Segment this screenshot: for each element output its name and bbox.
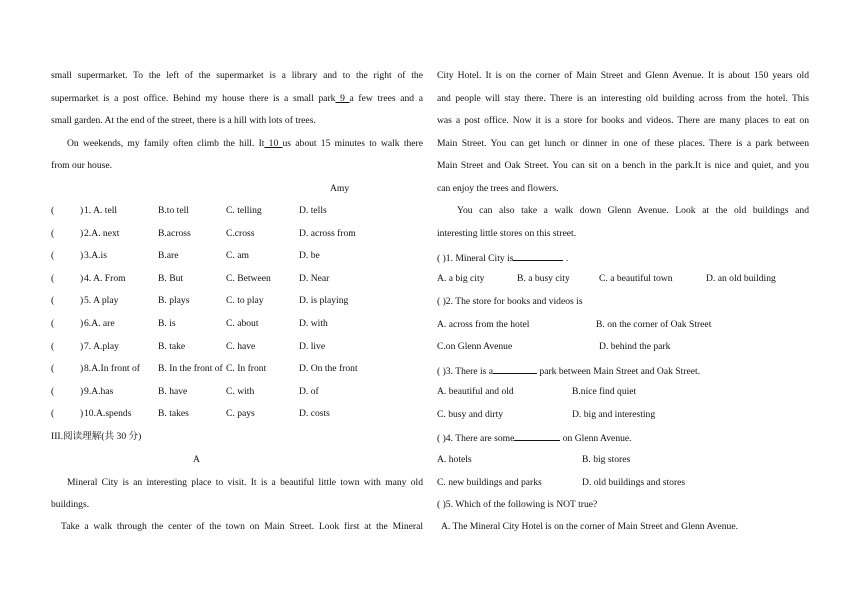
text-line: Main Street. You can get lunch or dinner in one of these places. There is a park between [437,138,809,149]
option-c: C. telling [226,205,262,216]
option-a: A. a big city [437,273,485,284]
text-line: Mineral City is an interesting place to visit. It is a beautiful little town with many old [67,477,423,488]
option-a: A. beautiful and old [437,386,514,397]
option-row [437,454,809,466]
text-line: interesting little stores on this street. [437,228,577,239]
text-line: small garden. At the end of the street, there is a hill with lots of trees. [51,115,316,126]
text-line: City Hotel. It is on the corner of Main Street and Glenn Avenue. It is about 150 years old [437,70,809,81]
question-stem: ( )2. The store for books and videos is [437,296,583,307]
option-b: B. is [158,318,176,329]
answer-paren-open: ( [51,250,55,262]
option-a: 3.A.is [84,250,107,262]
answer-paren-open: ( [51,408,55,420]
option-a: A. across from the hotel [437,319,530,330]
option-c: C. a beautiful town [599,273,673,284]
answer-paren-close: ) [80,408,84,420]
option-d: D. is playing [299,295,349,307]
option-b: B. a busy city [517,273,570,284]
question-row [51,363,423,375]
signature: Amy [330,183,350,194]
question-row [51,318,423,330]
text-line: Take a walk through the center of the town on Main Street. Look first at the Mineral [61,521,423,532]
option-d: D. tells [299,205,327,216]
question-row [51,205,423,217]
question-stem: ( )3. There is a park between Main Street and Oak Street. [437,366,701,377]
answer-paren-close: ) [80,295,84,307]
option-a: 6.A. are [84,318,115,329]
question-row [51,341,423,353]
option-c: C. busy and dirty [437,409,504,420]
option-b: B.are [158,250,179,262]
option-c: C. about [226,318,259,329]
option-a: 5. A play [84,295,119,307]
option-d: D. On the front [299,363,358,375]
answer-paren-open: ( [51,363,55,375]
text-line: from our house. [51,160,113,171]
option-row [437,341,809,353]
question-row [51,250,423,262]
option-row [437,273,809,285]
option-d: D. old buildings and stores [582,477,686,488]
option-row [437,319,809,331]
option-b: B.across [158,227,191,239]
option-c: C. Between [226,272,271,284]
answer-blank [513,251,563,261]
option-d: D. costs [299,408,330,420]
answer-paren-close: ) [80,272,84,284]
option-c: C. pays [226,408,255,420]
option-c: C. have [226,340,256,352]
option-a: A. The Mineral City Hotel is on the corner of Main Street and Glenn Avenue. [441,521,738,532]
text-line: can enjoy the trees and flowers. [437,183,559,194]
answer-blank [514,431,560,441]
option-b: B. take [158,340,186,352]
option-d: D. big and interesting [572,409,656,420]
option-a: 9.A.has [84,385,114,397]
option-d: D. across from [299,227,356,239]
text-line: buildings. [51,499,90,510]
option-d: D. of [299,385,319,397]
option-c: C.on Glenn Avenue [437,341,513,352]
option-b: B.to tell [158,205,189,216]
answer-paren-close: ) [80,385,84,397]
option-b: B. takes [158,408,189,420]
question-row [51,295,423,307]
question-stem: ( )1. Mineral City is . [437,253,569,264]
option-a: 4. A. From [84,272,126,284]
passage-label: A [193,454,200,465]
option-d: D. behind the park [599,341,671,352]
answer-paren-close: ) [80,340,84,352]
answer-paren-open: ( [51,385,55,397]
option-d: D. live [299,340,326,352]
question-row [51,228,423,240]
option-row [437,386,809,398]
question-stem: ( )4. There are some on Glenn Avenue. [437,433,632,444]
question-row [51,273,423,285]
option-a: A. hotels [437,454,472,465]
text-line: small supermarket. To the left of the supermarket is a library and to the right of the [51,70,423,81]
option-c: C. In front [226,363,267,375]
option-b: B. big stores [582,454,631,465]
answer-blank [493,364,537,374]
answer-paren-open: ( [51,340,55,352]
blank-10: 10 [264,138,283,149]
question-row [51,386,423,398]
option-row [437,477,809,489]
option-a: 8.A.In front of [84,363,140,375]
option-c: C. am [226,250,249,262]
text-line: supermarket is a post office. Behind my house there is a small park 9 a few trees and a [51,93,423,104]
option-b: B. But [158,272,184,284]
question-row [51,408,423,420]
text-line: On weekends, my family often climb the hill. It 10 us about 15 minutes to walk there [67,138,423,149]
answer-paren-open: ( [51,227,55,239]
answer-paren-open: ( [51,318,55,329]
option-b: B. have [158,385,188,397]
text-line: and people will stay there. There is an interesting old building across from the hotel. This [437,93,809,104]
text-line: Main Street and Oak Street. You can sit on a bench in the park.It is nice and quiet, and you [437,160,809,171]
blank-9: 9 [335,93,350,104]
answer-paren-close: ) [80,318,84,329]
answer-paren-open: ( [51,272,55,284]
answer-paren-open: ( [51,205,55,216]
option-a: 2.A. next [84,227,120,239]
option-c: C. new buildings and parks [437,477,542,488]
option-a: 1. A. tell [84,205,118,216]
question-stem: ( )5. Which of the following is NOT true? [437,499,598,510]
option-d: D. with [299,318,328,329]
option-b: B. plays [158,295,190,307]
answer-paren-close: ) [80,227,84,239]
option-b: B. In the front of [158,363,223,375]
option-d: D. Near [299,272,330,284]
option-c: C. to play [226,295,264,307]
option-row [437,409,809,421]
option-d: D. an old building [706,273,776,284]
section-heading: III.阅读理解(共 30 分) [51,431,142,442]
answer-paren-close: ) [80,205,84,216]
option-b: B. on the corner of Oak Street [596,319,712,330]
answer-paren-close: ) [80,250,84,262]
answer-paren-close: ) [80,363,84,375]
option-a: 7. A.play [84,340,119,352]
option-c: C. with [226,385,255,397]
option-d: D. be [299,250,320,262]
text-line: was a post office. Now it is a store for books and videos. There are many places to eat on [437,115,809,126]
option-c: C.cross [226,227,255,239]
option-a: 10.A.spends [84,408,132,420]
option-b: B.nice find quiet [572,386,637,397]
answer-paren-open: ( [51,295,55,307]
text-line: You can also take a walk down Glenn Avenue. Look at the old buildings and [457,205,809,216]
